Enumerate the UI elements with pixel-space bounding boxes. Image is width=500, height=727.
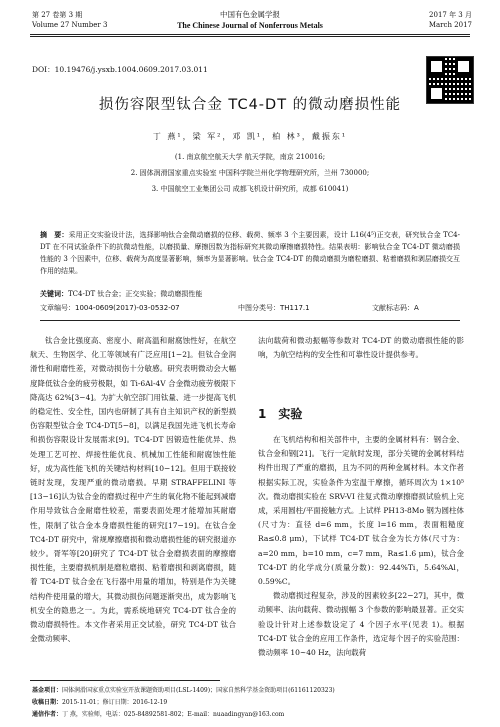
volume-en: Volume 27 Number 3 <box>32 21 108 29</box>
paper-title: 损伤容限型钛合金 TC4-DT 的微动磨损性能 <box>98 97 402 113</box>
footnotes <box>32 685 472 721</box>
date-label: 收稿日期： <box>32 699 63 706</box>
journal-name-en: The Chinese Journal of Nonferrous Metals <box>177 21 323 30</box>
abstract-rule <box>40 320 460 321</box>
experiment-paragraph-1: 在飞机结构和相关部件中，主要的金属材料有：钢合金、钛合金和钢[21]。飞行一定航时发现，部分关键的金属材料结构件出现了严重的磨损，且为不同的两种金属材料。本文作者根据实际工况，实验条件为室温干摩擦，循环周次为 1×10⁵ 次。微动磨损实验在 SRV-VI 往复式微动摩擦磨损试验机上完成，采用圆柱/平面接触方式。上试样 PH13-8Mo 钢为圆柱体(尺寸为：直径 d=6 mm，长度 l=16 mm，表面粗糙度 Ra≤0.8 μm)，下试样 TC4-DT 钛合金为长方体(尺寸为：a=20 mm，b=10 mm，c=7 mm，Ra≤1.6 μm)，钛合金 TC4-DT 的化学成分(质量分数)：92.44%Ti，5.64%Al，0.59%C。 <box>258 435 464 587</box>
date-en: March 2017 <box>428 21 472 29</box>
right-column-body <box>258 433 464 660</box>
header-rule-2 <box>30 36 470 37</box>
footnote-rule <box>30 680 220 681</box>
header-rule <box>30 34 470 35</box>
date-text: 2015-11-01；修订日期：2016-12-19 <box>62 699 168 706</box>
corr-label: 通信作者： <box>32 711 63 718</box>
corr-text: 丁 燕，实验师，电话：025-84892581-802；E-mail：nuaadingyan@163.com <box>62 711 285 718</box>
affiliation-1: (1. 南京航空航天大学 航天学院，南京 210016; <box>174 153 326 161</box>
keywords <box>40 289 202 299</box>
authors: 丁 燕¹，梁 军²，邓 凯¹，柏 林³，戴振东¹ <box>152 132 348 141</box>
corresponding-note <box>32 709 472 721</box>
abstract-text: 采用正交实验设计法，选择影响钛合金微动磨损的位移、载荷、频率 3 个主要因素，设计 L16(4⁵)正交表，研究钛合金 TC4-DT 在不同试验条件下的抗微动性能，以磨损量、摩擦因数为指标研究其微动摩擦磨损特性。结果表明：影响钛合金 TC4-DT 微动磨损性能的 3 个因素中，位移、载荷为高度显著影响，频率为显著影响。钛合金 TC4-DT 的微动磨损为磨粒磨损、粘着磨损和剥层磨损交互作用的结果。 <box>40 231 460 275</box>
affiliation-3: 3. 中国航空工业集团公司 成都飞机设计研究所，成都 610041) <box>151 185 349 193</box>
volume-cn: 第 27 卷第 3 期 <box>32 11 83 19</box>
date-note <box>32 697 472 709</box>
intro-paragraph: 钛合金比强度高、密度小、耐高温和耐腐蚀性好，在航空航天、生物医学、化工等领域有广泛应用[1−2]。但钛合金润滑性和耐磨性差，对微动损伤十分敏感。研究表明微动会大幅度降低钛合金的疲劳极限，如 Ti-6Al-4V 合金微动疲劳极限下降高达 62%[3−4]。为扩大航空部门用钛量、进一步提高飞机的稳定性、安全性，国内也研制了具有自主知识产权的新型损伤容限型钛合金 TC4-DT[5−8]，以满足我国先进飞机长寿命和损伤容限设计发展需求[9]。TC4-DT 因锻造性能优异、热处理工艺可控、焊接性能优良、机械加工性能和耐腐蚀性能好，成为高性能飞机的关键结构材料[10−12]。但用于联接较链时发现，发现严重的微动磨损。早期 STRAFFELINI 等[13−16]认为钛合金的磨损过程中产生的氧化物不能起到减磨作用导致钛合金耐磨性较差，需要表面处理才能增加其耐磨性，限制了钛合金本身磨损性能的研究[17−19]。在钛合金 TC4-DT 研究中，常规摩擦磨损和微动磨损性能的研究报道亦较少。胥军等[20]研究了 TC4-DT 钛合金磨损表面的摩擦磨损性能，主要磨损机制是磨粒磨损、粘着磨损和剥离磨损，随着 TC4-DT 钛合金在飞行器中用量的增加，特别是作为关键结构件使用量的增大，其微动损伤问题逐渐突出，成为影响飞机安全的隐患之一。为此，需系统地研究 TC4-DT 钛合金的微动磨损特性。本文作者采用正交试验，研究 TC4-DT 钛合金微动频率、 <box>30 336 236 644</box>
right-column-top <box>258 334 464 362</box>
journal-name <box>130 9 370 31</box>
journal-name-cn: 中国有色金属学报 <box>220 10 280 19</box>
abstract <box>40 229 460 277</box>
fund-note <box>32 685 472 697</box>
fund-label: 基金项目： <box>32 687 63 694</box>
left-column <box>30 334 236 646</box>
keywords-label: 关键词： <box>40 290 68 298</box>
journal-volume <box>32 10 107 30</box>
abstract-label: 摘 要： <box>40 231 69 239</box>
affiliation-2: 2. 固体润滑国家重点实验室 中国科学院兰州化学物理研究所，兰州 730000; <box>130 169 370 177</box>
document-code: 文献标志码：A <box>372 304 419 312</box>
clc-number: 中图分类号：TH117.1 <box>238 304 310 312</box>
journal-date <box>429 10 472 30</box>
intro-continued: 法向载荷和微动振幅等参数对 TC4-DT 的微动磨损性能的影响，为航空结构的安全性和可靠性设计提供参考。 <box>258 336 464 360</box>
fund-text: 国体润滑国家重点实验室开放课题资助项目(LSL-1409)；国家自然科学基金资助项目(61161120323) <box>62 687 335 694</box>
keywords-text: TC4-DT 钛合金；正交实验；微动磨损性能 <box>68 290 203 298</box>
experiment-paragraph-2: 微动磨损过程复杂，涉及的因素较多[22−27]，其中，微动频率、法向载荷、微动振幅 3 个参数的影响最显著。正交实验设计针对上述参数设定了 4 个因子水平(见表 1)。根据 TC4-DT 钛合金的应用工作条件，选定每个因子的实验范围：微动频率 10~40 Hz，法向载荷 <box>258 591 464 658</box>
article-number: 文章编号：1004-0609(2017)-03-0532-07 <box>40 304 180 312</box>
date-cn: 2017 年 3 月 <box>429 11 472 19</box>
section-heading: 1 实验 <box>258 407 303 421</box>
doi[interactable]: DOI：10.19476/j.ysxb.1004.0609.2017.03.011 <box>32 65 208 74</box>
